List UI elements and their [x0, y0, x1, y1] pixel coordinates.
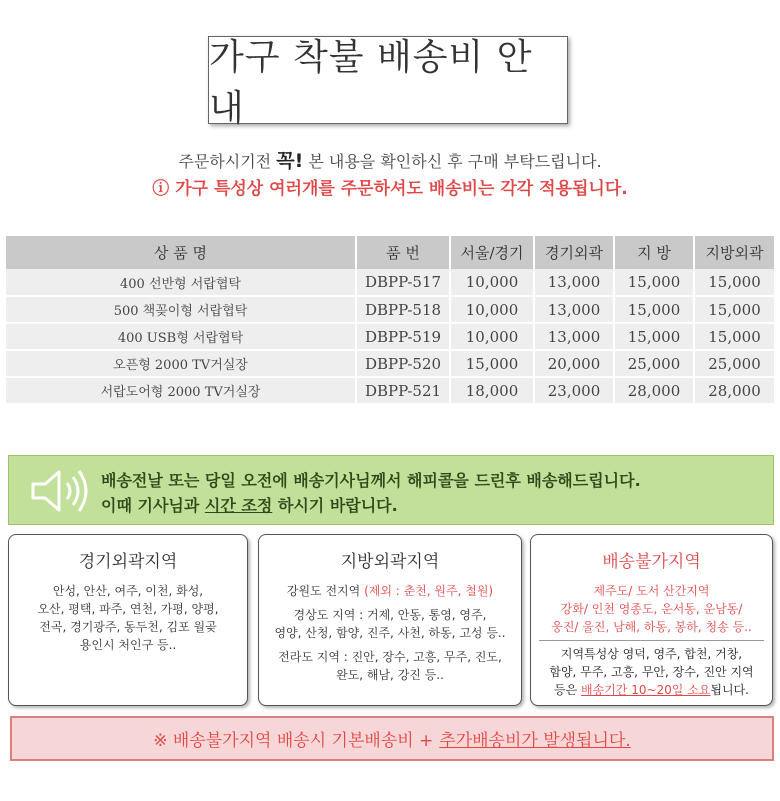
cell-price: 28,000 [694, 377, 774, 404]
card-text: 강화/ 인천 영종도, 운서동, 운남동/ [560, 602, 743, 616]
cell-product-code: DBPP-519 [356, 323, 450, 350]
card-text: 웅진/ 울진, 남해, 하동, 봉하, 청송 등.. [551, 620, 752, 634]
speaker-icon [29, 468, 93, 514]
card-text-gangwon: 강원도 전지역 (제외 : 춘천, 원주, 철원) [286, 584, 494, 598]
table-row [6, 350, 774, 377]
cell-product-name: 500 책꽂이형 서랍협탁 [6, 296, 356, 323]
cell-price: 10,000 [450, 269, 534, 296]
footer-underline: 추가배송비가 발생됩니다. [439, 731, 631, 751]
cell-price: 15,000 [450, 350, 534, 377]
header-seoul-gyeonggi: 서울/경기 [450, 236, 534, 269]
cell-product-code: DBPP-520 [356, 350, 450, 377]
card-text-duration: 등은 배송기간 10~20일 소요됩니다. [554, 683, 749, 697]
card-text: 안성, 안산, 여주, 이천, 화성, [52, 584, 204, 598]
banner-line-1: 배송전날 또는 당일 오전에 배송기사님께서 해피콜을 드린후 배송해드립니다. [101, 471, 641, 490]
card-title: 경기외곽지역 [78, 552, 178, 572]
header-product-code: 품 번 [356, 236, 450, 269]
cell-price: 25,000 [614, 350, 694, 377]
card-text-jeolla: 전라도 지역 : 진안, 장수, 고흥, 무주, 진도, 완도, 해남, 강진 등.. [278, 650, 502, 682]
cell-price: 15,000 [694, 323, 774, 350]
cell-product-code: DBPP-518 [356, 296, 450, 323]
cell-product-name: 오픈형 2000 TV거실장 [6, 350, 356, 377]
card-local-outskirts [258, 534, 522, 706]
card-text: 함양, 무주, 고흥, 무안, 장수, 진안 지역 [549, 665, 754, 679]
card-title: 배송불가지역 [602, 552, 701, 572]
extra-fee-notice: ※ 배송불가지역 배송시 기본배송비 + 추가배송비가 발생됩니다. [10, 716, 774, 761]
cell-price: 23,000 [534, 377, 614, 404]
card-text-gyeongsang: 경상도 지역 : 거제, 안동, 통영, 영주, 영양, 산청, 함양, 진주, 사천, 하동, 고성 등.. [274, 608, 506, 640]
table-header-row [6, 236, 774, 269]
cell-price: 28,000 [614, 377, 694, 404]
table-row [6, 377, 774, 404]
header-local-outskirts: 지방외곽 [694, 236, 774, 269]
cell-price: 13,000 [534, 269, 614, 296]
notice-line-1: 주문하시기전 꼭! 본 내용을 확인하신 후 구매 부탁드립니다. [178, 150, 602, 172]
banner-line-2: 이때 기사님과 시간 조정 하시기 바랍니다. [101, 496, 398, 515]
cell-price: 15,000 [614, 296, 694, 323]
table-row [6, 269, 774, 296]
card-text: 지역특성상 영덕, 영주, 합천, 거창, [560, 647, 743, 661]
card-text: 용인시 처인구 등.. [79, 638, 177, 652]
title-box [208, 36, 568, 129]
cell-price: 13,000 [534, 323, 614, 350]
card-gyeonggi-outskirts [8, 534, 248, 706]
cell-price: 20,000 [534, 350, 614, 377]
header-gyeonggi-outskirts: 경기외곽 [534, 236, 614, 269]
card-text: 오산, 평택, 파주, 연천, 가평, 양평, [37, 602, 219, 616]
table-row [6, 323, 774, 350]
card-title: 지방외곽지역 [340, 552, 440, 572]
cell-price: 10,000 [450, 296, 534, 323]
cell-price: 15,000 [614, 269, 694, 296]
notice-line-2: ⓘ 가구 특성상 여러개를 주문하셔도 배송비는 각각 적용됩니다. [152, 179, 628, 199]
cell-product-code: DBPP-521 [356, 377, 450, 404]
cell-price: 15,000 [614, 323, 694, 350]
cell-product-name: 400 USB형 서랍협탁 [6, 323, 356, 350]
cell-product-code: DBPP-517 [356, 269, 450, 296]
page-title: 가구 착불 배송비 안내 [209, 37, 533, 129]
cell-price: 10,000 [450, 323, 534, 350]
shipping-fee-table [6, 236, 774, 405]
cell-price: 18,000 [450, 377, 534, 404]
cell-price: 25,000 [694, 350, 774, 377]
divider [539, 640, 764, 641]
header-product-name: 상 품 명 [6, 236, 356, 269]
cell-product-name: 400 선반형 서랍협탁 [6, 269, 356, 296]
happy-call-banner [8, 455, 774, 525]
cell-price: 15,000 [694, 269, 774, 296]
table-row [6, 296, 774, 323]
notice-emphasis: 꼭! [276, 150, 304, 172]
cell-product-name: 서랍도어형 2000 TV거실장 [6, 377, 356, 404]
card-text: 전곡, 경기광주, 동두천, 김포 월곶 [39, 620, 217, 634]
card-text: 제주도/ 도서 산간지역 [593, 584, 710, 598]
cell-price: 15,000 [694, 296, 774, 323]
header-local: 지 방 [614, 236, 694, 269]
banner-underline: 시간 조정 [204, 496, 273, 515]
cell-price: 13,000 [534, 296, 614, 323]
card-unavailable [530, 534, 773, 706]
